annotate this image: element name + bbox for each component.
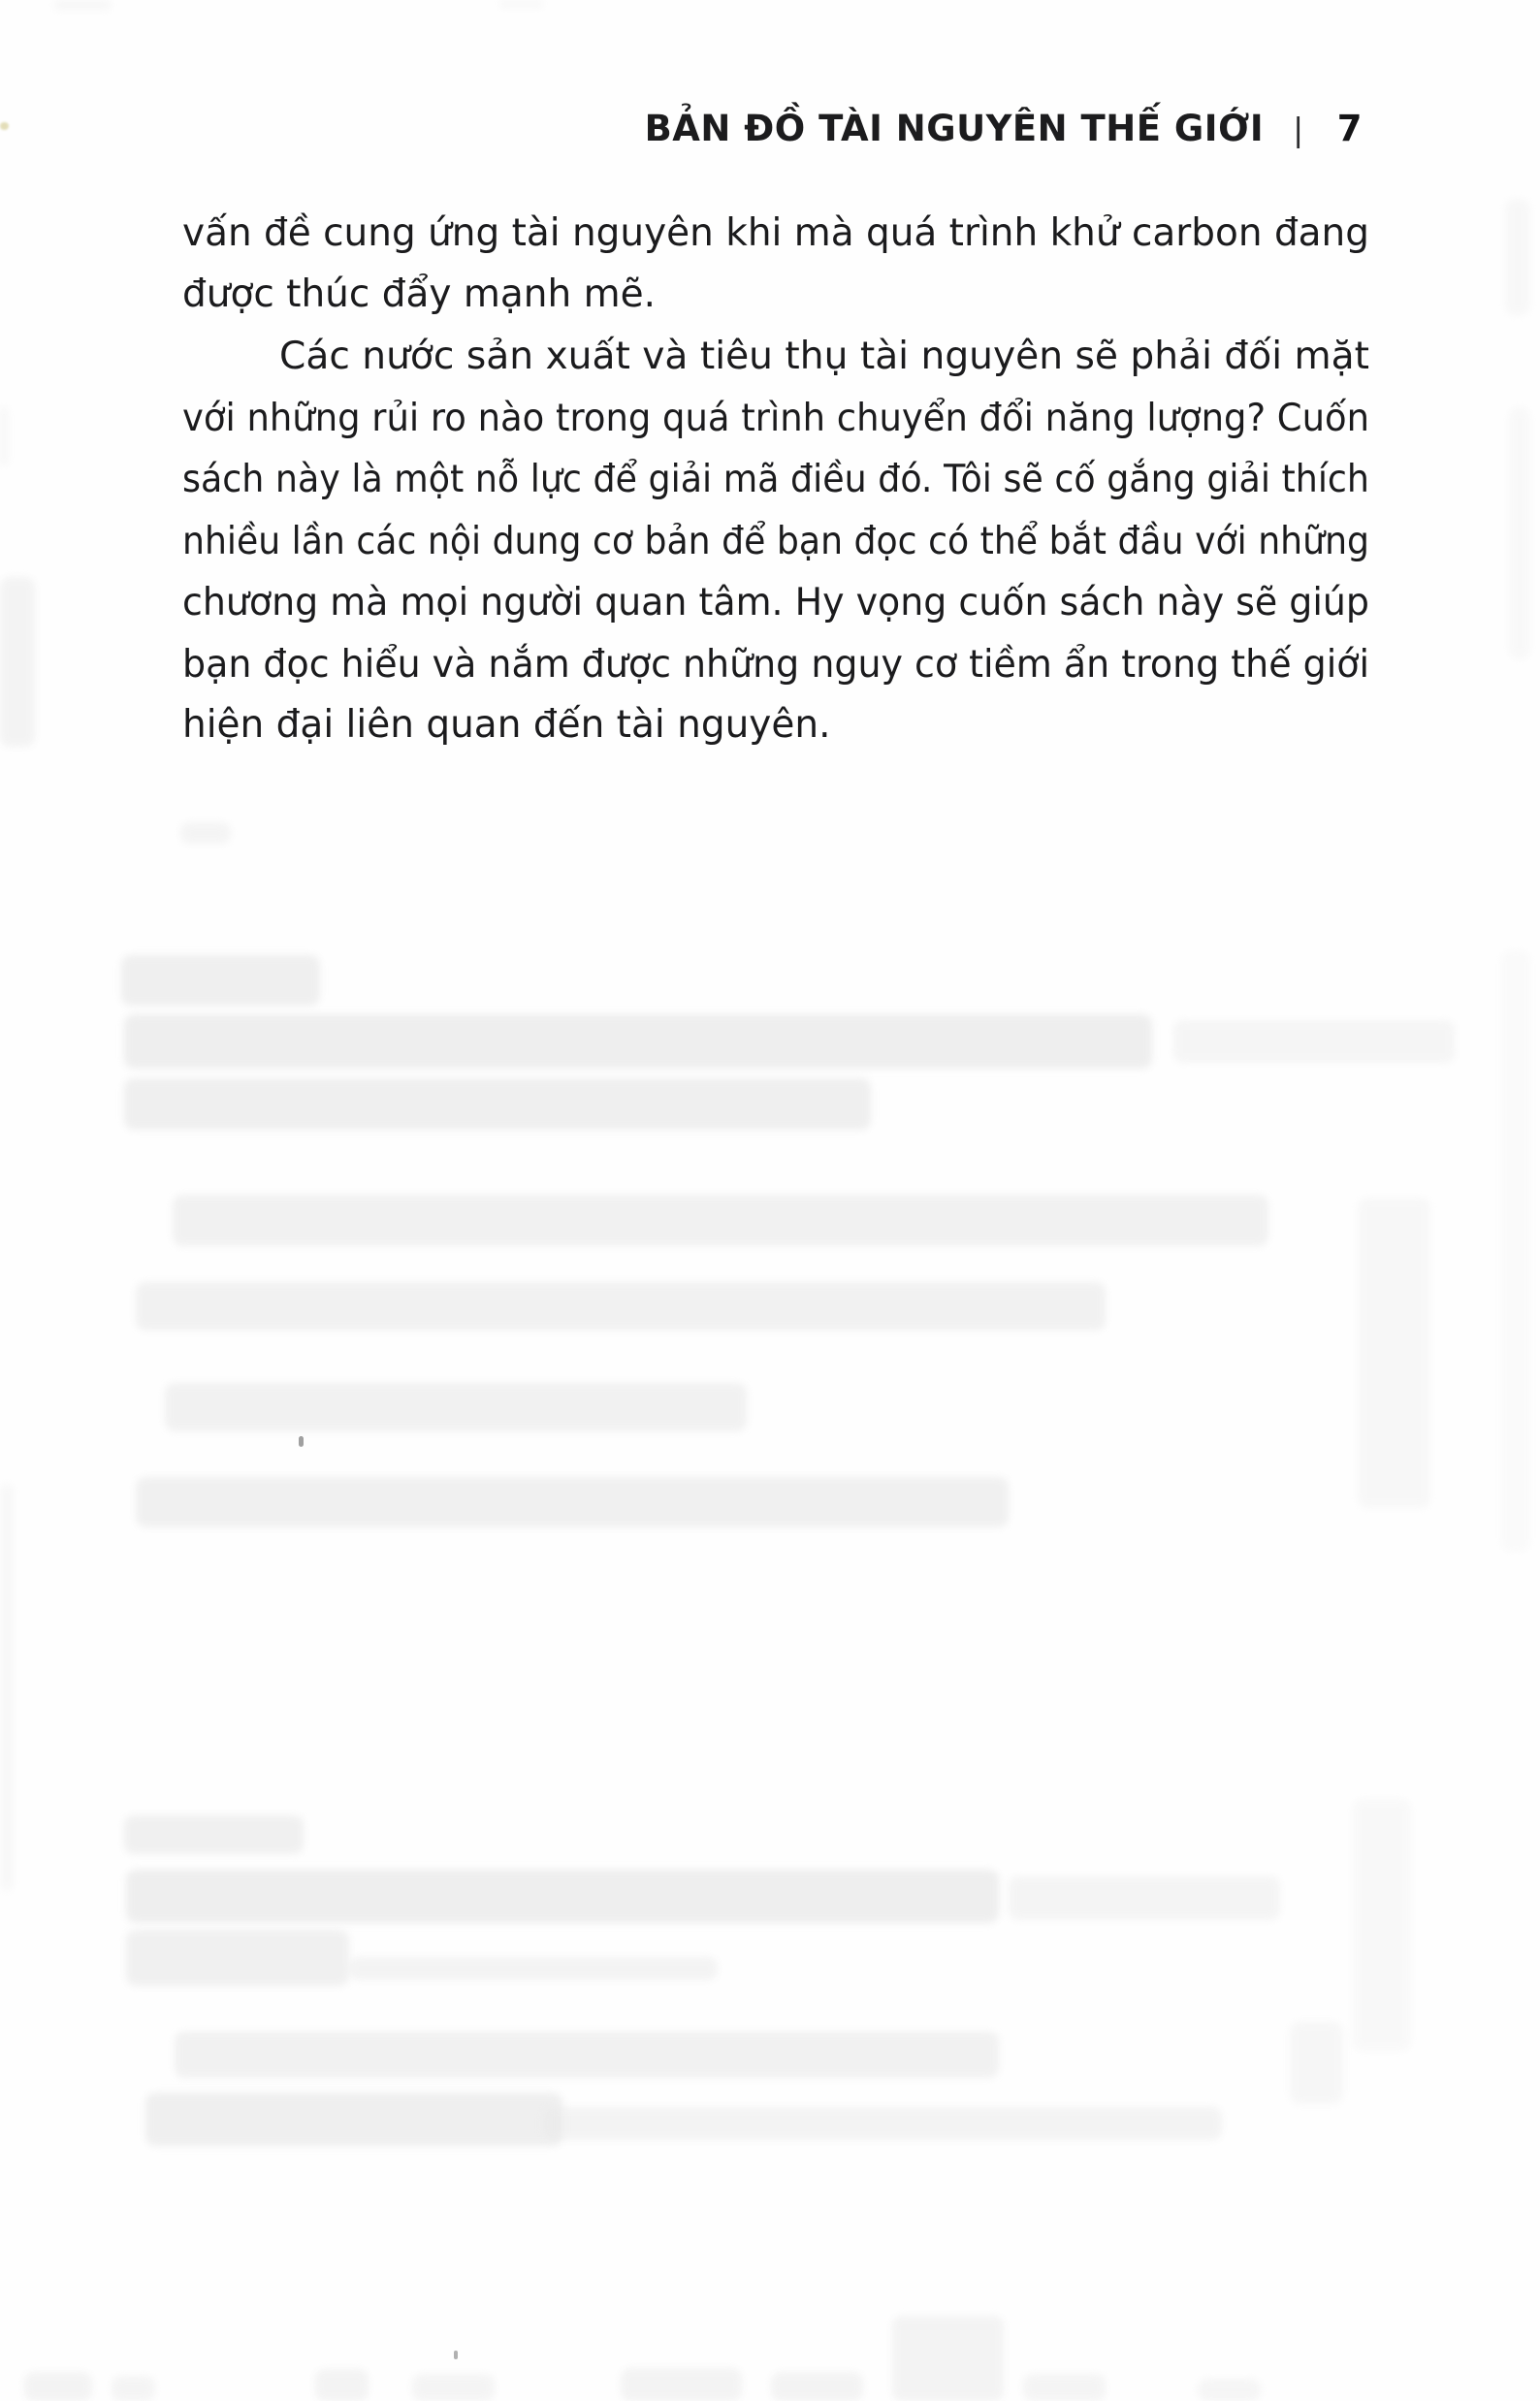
- body-line-text: nhiều lần các nội dung cơ bản để bạn đọc có thể bắt đầu với những: [182, 519, 1369, 563]
- bleed-through-smudge: [1009, 1876, 1280, 1920]
- bleed-through-smudge: [175, 2032, 999, 2078]
- running-header: [645, 105, 1363, 154]
- bleed-through-smudge: [126, 1930, 349, 1986]
- body-line: hiện đại liên quan đến tài nguyên.: [182, 703, 831, 747]
- body-line-text: với những rủi ro nào trong quá trình chuyển đổi năng lượng? Cuốn: [182, 396, 1369, 440]
- bleed-through-smudge: [1198, 2379, 1261, 2401]
- bleed-through-smudge: [124, 1815, 304, 1854]
- body-line-text: Các nước sản xuất và tiêu thụ tài nguyên sẽ phải đối mặt: [279, 335, 1369, 378]
- body-line: [182, 202, 1369, 264]
- bleed-through-smudge: [299, 1436, 304, 1447]
- bleed-through-smudge: [0, 577, 35, 747]
- bleed-through-smudge: [0, 407, 8, 465]
- bleed-through-smudge: [771, 2372, 863, 2401]
- bleed-through-smudge: [124, 1078, 871, 1130]
- body-line-text: vấn đề cung ứng tài nguyên khi mà quá trình khử carbon đang: [182, 211, 1369, 255]
- bleed-through-smudge: [454, 2351, 458, 2359]
- bleed-through-smudge: [180, 822, 231, 844]
- body-line-text: chương mà mọi người quan tâm. Hy vọng cuốn sách này sẽ giúp: [182, 581, 1369, 624]
- bleed-through-smudge: [24, 2372, 92, 2401]
- bleed-through-smudge: [1173, 1020, 1455, 1063]
- body-line: được thúc đẩy mạnh mẽ.: [182, 272, 656, 316]
- bleed-through-smudge: [315, 2369, 369, 2401]
- body-line: [182, 325, 1369, 387]
- page-number: 7: [1336, 108, 1363, 149]
- bleed-through-smudge: [1509, 407, 1530, 659]
- bleed-through-smudge: [349, 1957, 718, 1980]
- bleed-through-smudge: [1505, 199, 1530, 315]
- bleed-through-smudge: [53, 0, 112, 10]
- bleed-through-smudge: [1358, 1198, 1430, 1508]
- body-line: [182, 448, 1369, 510]
- body-line: [182, 571, 1369, 633]
- bleed-through-smudge: [412, 2374, 495, 2401]
- bleed-through-smudge: [124, 1014, 1152, 1069]
- running-title: BẢN ĐỒ TÀI NGUYÊN THẾ GIỚI: [644, 108, 1265, 149]
- bleed-through-smudge: [136, 1282, 1106, 1330]
- bleed-through-smudge: [126, 1870, 999, 1923]
- bleed-through-smudge: [121, 955, 320, 1006]
- bleed-through-smudge: [112, 2376, 155, 2401]
- bleed-through-smudge: [892, 2316, 1004, 2401]
- body-line-text: bạn đọc hiểu và nắm được những nguy cơ tiềm ẩn trong thế giới: [182, 642, 1369, 687]
- bleed-through-smudge: [1501, 950, 1530, 1552]
- bleed-through-smudge: [1353, 1799, 1411, 2051]
- bleed-through-smudge: [0, 122, 9, 130]
- bleed-through-smudge: [165, 1383, 747, 1431]
- bleed-through-smudge: [499, 0, 543, 8]
- body-line-text: sách này là một nỗ lực để giải mã điều đó. Tôi sẽ cố gắng giải thích: [182, 458, 1369, 501]
- body-line: [182, 633, 1369, 695]
- header-separator: |: [1293, 111, 1304, 148]
- bleed-through-smudge: [145, 2093, 562, 2146]
- body-line: [182, 510, 1369, 572]
- body-line: [182, 387, 1369, 449]
- bleed-through-smudge: [621, 2368, 742, 2401]
- body-text: [182, 202, 1369, 756]
- bleed-through-smudge: [0, 1484, 14, 1891]
- bleed-through-smudge: [1023, 2374, 1106, 2401]
- bleed-through-smudge: [173, 1195, 1268, 1246]
- bleed-through-smudge: [136, 1477, 1009, 1527]
- bleed-through-smudge: [1290, 2022, 1343, 2104]
- bleed-through-smudge: [543, 2107, 1222, 2140]
